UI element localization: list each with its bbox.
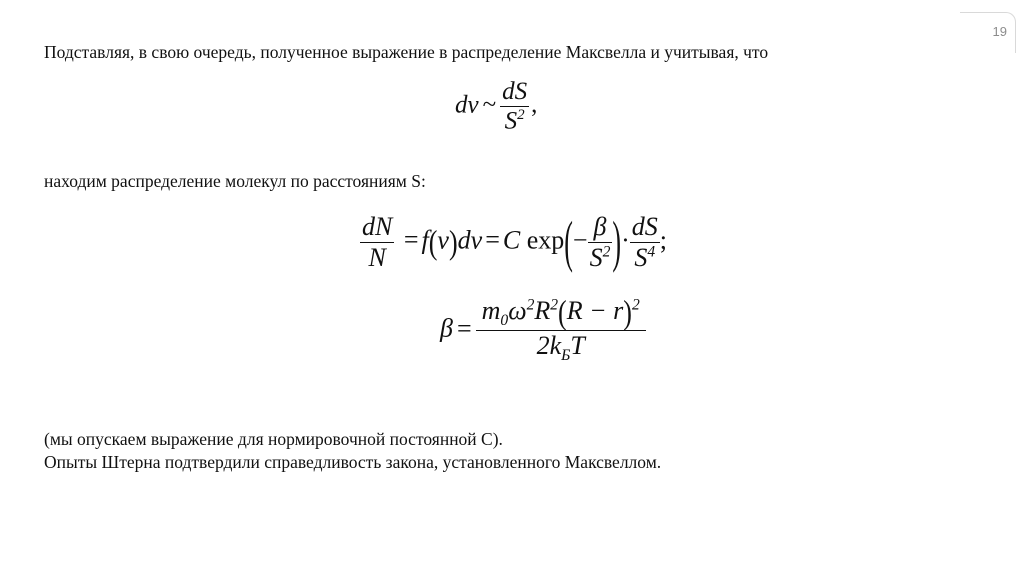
formula-distribution: $\frac{dN}{N}$ = f(v)dv = C exp(− $\frac{\beta}{S^2}$ )· $\frac{dS}{S^4}$ ; [362,209,667,274]
paragraph-conclusion: Опыты Штерна подтвердили справедливость закона, установленного Максвеллом. [44,452,662,472]
paragraph-distribution: находим распределение молекул по расстояниям S: [44,171,426,191]
paragraph-note: (мы опускаем выражение для нормировочной постоянной С). [44,429,503,449]
formula-beta: β = $\frac{m_0\omega^2R^2(R - r)^2}{2k_БT}$ [440,296,646,365]
formula-dv: dv ~ $\frac{dS}{S^2}$ , [455,78,538,135]
page-number: 19 [992,24,1007,39]
paragraph-intro: Подставляя, в свою очередь, полученное выражение в распределение Максвелла и учитывая, что [44,42,769,62]
